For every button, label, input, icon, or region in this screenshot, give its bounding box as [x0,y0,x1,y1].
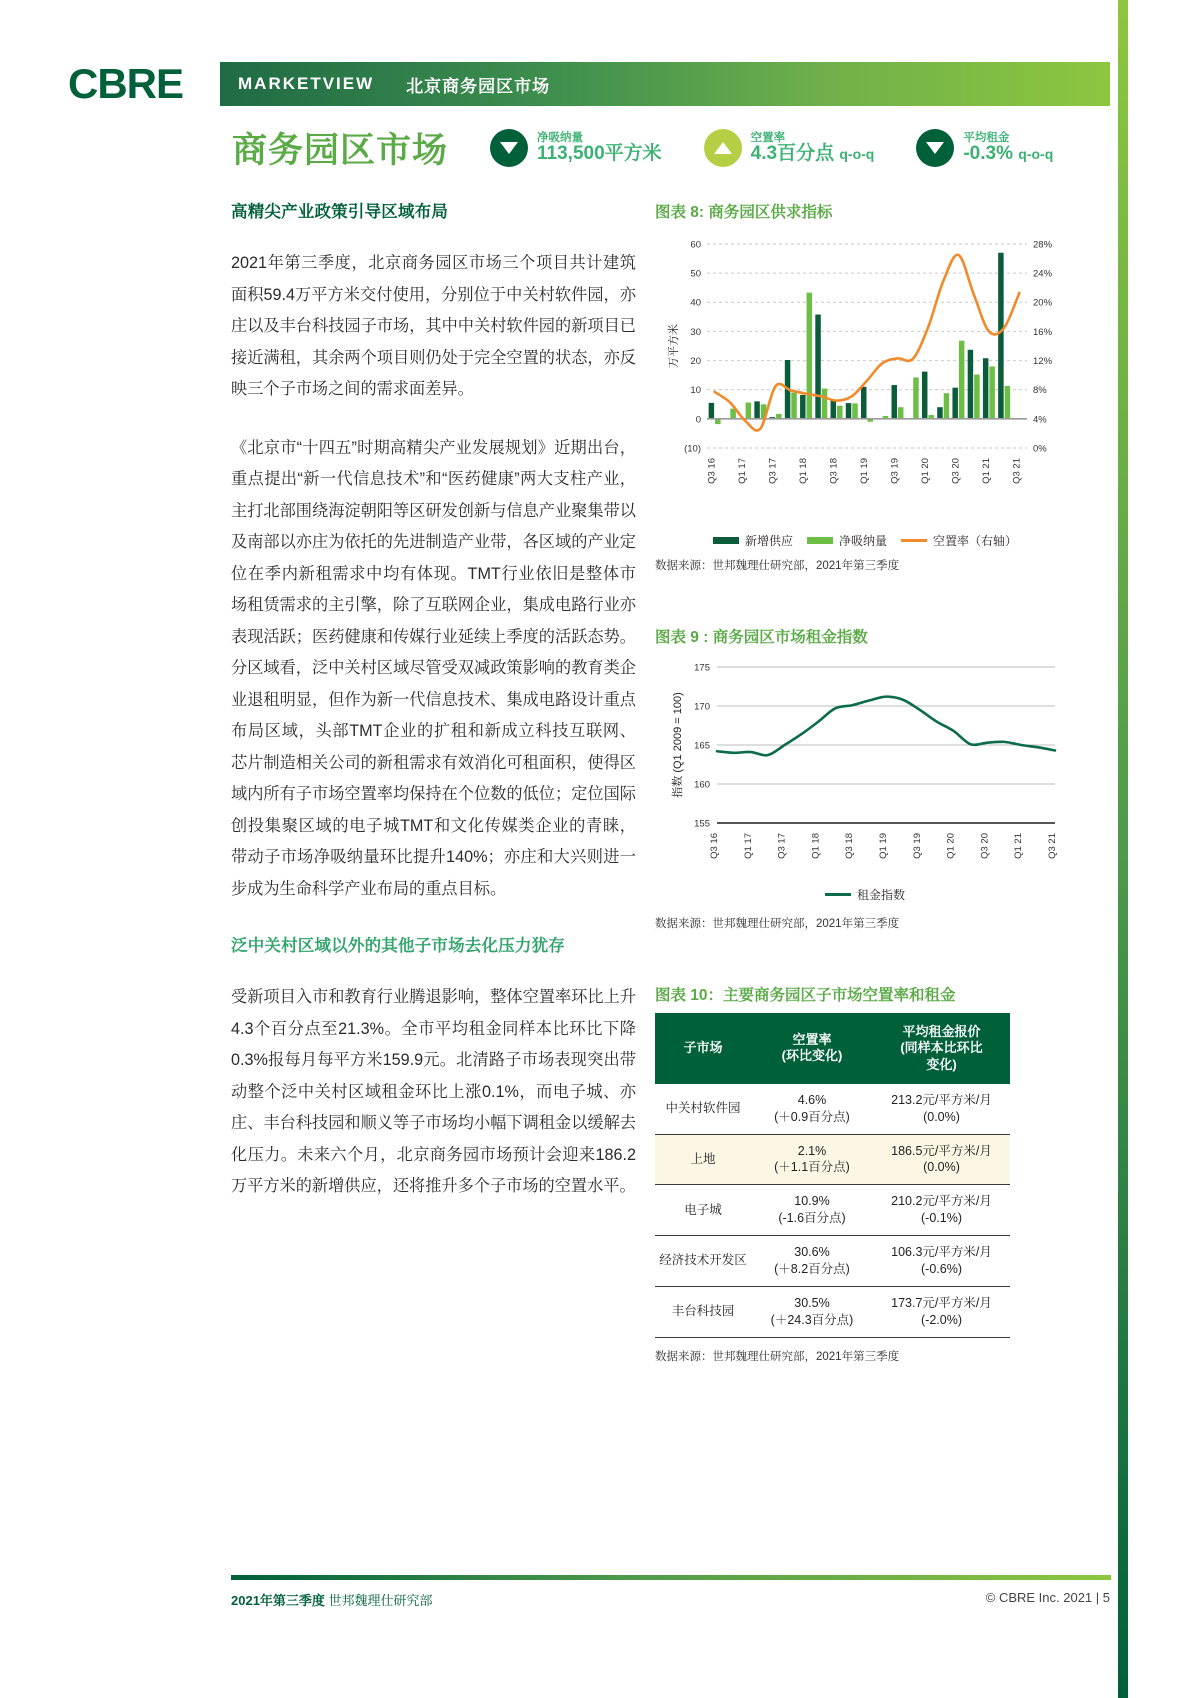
table-row [655,1084,1010,1134]
svg-text:(10): (10) [684,443,701,455]
cell-rent [873,1236,1010,1287]
footer-quarter: 2021年第三季度 [231,1593,325,1608]
cell-value: 2.1% [797,1143,827,1158]
cell-value: 186.5元/平方米/月 [891,1143,992,1158]
page-title: 商务园区市场 [232,131,449,170]
header-line: 变化) [926,1056,957,1072]
cell-change: (＋0.9百分点) [774,1109,850,1124]
svg-text:155: 155 [694,818,710,830]
cell-submarket: 中关村软件园 [655,1084,751,1134]
paragraph-2: 《北京市“十四五”时期高精尖产业发展规划》近期出台，重点提出“新一代信息技术”和“医药健康”两大支柱产业，主打北部围绕海淀朝阳等区研发创新与信息产业聚集带以及南部以亦庄为依托的先进制造产业带，各区域的产业定位在季内新租需求中均有体现。TMT行业依旧是整体市场租赁需求的主引擎，除了互联网企业，集成电路行业亦表现活跃；医药健康和传媒行业延续上季度的活跃态势。分区域看，泛中关村区域尽管受双减政策影响的教育类企业退租明显，但作为新一代信息技术、集成电路设计重点布局区域，头部TMT企业的扩租和新成立科技互联网、芯片制造相关公司的新租需求有效消化可租面积，使得区域内所有子市场空置率均保持在个位数的低位；定位国际创投集聚区域的电子城TMT和文化传媒类企业的青睐，带动子市场净吸纳量环比提升140%；亦庄和大兴则进一步成为生命科学产业布局的重点目标。 [231,438,636,898]
header-line: (环比变化) [781,1048,843,1064]
cell-value: 10.9% [794,1194,830,1209]
svg-text:万平方米: 万平方米 [668,324,680,368]
svg-text:165: 165 [694,740,710,752]
column-header-submarket [655,1013,751,1084]
legend-swatch-supply [713,537,739,544]
svg-text:170: 170 [694,701,710,713]
cbre-logo: CBRE [68,60,184,107]
svg-text:Q3 19: Q3 19 [911,833,923,859]
header-line: (同样本比环比 [900,1040,983,1056]
legend-label: 净吸纳量 [838,534,887,548]
svg-text:Q3 20: Q3 20 [979,833,991,859]
kpi-label: 平均租金 [963,132,1010,144]
legend-label: 新增供应 [744,534,793,548]
paragraph-3: 受新项目入市和教育行业腾退影响，整体空置率环比上升4.3个百分点至21.3%。全市平均租金同样本比环比下降0.3%报每月每平方米159.9元。北清路子市场表现突出带动整个泛中关村区域租金环比上涨0.1%，而电子城、亦庄、丰台科技园和顺义等子市场均小幅下调租金以缓解去化压力。未来六个月，北京商务园市场预计会迎来186.2万平方米的新增供应，还将推升多个子市场的空置水平。 [231,988,636,1195]
svg-text:Q3 18: Q3 18 [844,833,856,859]
figure-9-source: 数据来源：世邦魏理仕研究部，2021年第三季度 [655,918,900,930]
cell-submarket: 经济技术开发区 [655,1236,751,1287]
kpi-label: 净吸纳量 [537,132,584,144]
table-row [655,1134,1010,1185]
kpi-suffix: q-o-q [1018,146,1054,163]
svg-text:Q1 21: Q1 21 [980,458,992,484]
svg-text:Q3 17: Q3 17 [776,833,788,859]
svg-text:16%: 16% [1033,326,1053,338]
footer-divider [231,1575,1111,1580]
figure-8-chart [655,230,1075,530]
svg-text:40: 40 [690,297,701,309]
svg-text:Q1 19: Q1 19 [878,833,889,859]
svg-text:24%: 24% [1033,268,1053,280]
svg-text:Q1 19: Q1 19 [859,458,870,484]
table-row [655,1236,1010,1287]
cell-rent [873,1286,1010,1337]
kpi-label: 空置率 [750,132,786,144]
kpi-value: 113,500平方米 [537,143,662,165]
svg-text:Q1 20: Q1 20 [919,458,931,484]
svg-text:20%: 20% [1033,297,1053,309]
cell-rent [873,1134,1010,1185]
svg-text:175: 175 [694,662,710,674]
svg-text:Q3 16: Q3 16 [709,833,720,859]
title-kpi-row [232,118,1132,178]
figure-8-source: 数据来源：世邦魏理仕研究部，2021年第三季度 [655,560,900,572]
legend-swatch-vacancy [901,539,927,542]
cell-vacancy [751,1084,873,1134]
triangle-down-icon [490,129,528,167]
svg-text:50: 50 [690,268,701,280]
svg-text:0%: 0% [1033,443,1047,455]
kpi-suffix: q-o-q [839,146,875,163]
column-header-rent [873,1013,1010,1084]
svg-text:Q3 21: Q3 21 [1011,458,1023,484]
kpi-value [751,144,875,164]
svg-text:Q3 21: Q3 21 [1047,833,1058,859]
svg-text:Q3 16: Q3 16 [706,458,718,484]
submarket-table [655,1013,1010,1338]
header-line: 子市场 [683,1040,723,1056]
legend-item-absorption [807,532,887,549]
cell-submarket: 丰台科技园 [655,1286,751,1337]
cell-change: (-0.6%) [921,1261,962,1276]
footer-left-text [231,1590,433,1609]
cell-value: 30.6% [794,1245,830,1259]
market-name-label: 北京商务园区市场 [406,76,551,96]
svg-text:20: 20 [690,355,701,367]
kpi-vacancy-rate [704,129,875,167]
figure-8-svg [655,230,1075,510]
svg-text:Q3 20: Q3 20 [950,458,962,484]
svg-text:160: 160 [694,779,710,791]
cell-vacancy [751,1236,873,1287]
cell-value: 213.2元/平方米/月 [891,1092,992,1107]
section-heading-1: 高精尖产业政策引导区域布局 [231,203,449,221]
svg-text:Q1 18: Q1 18 [798,458,810,484]
cell-rent [873,1084,1010,1134]
figure-8-legend [655,532,1075,549]
svg-text:指数 (Q1 2009 = 100): 指数 (Q1 2009 = 100) [672,692,684,798]
figures-column [655,200,1075,1364]
kpi-number: -0.3% [963,143,1013,165]
table-row [655,1185,1010,1236]
article-column [231,198,636,1203]
figure-9-chart [655,655,1075,890]
svg-text:Q3 19: Q3 19 [889,458,901,484]
cell-rent [873,1185,1010,1236]
section-heading-2: 泛中关村区域以外的其他子市场去化压力犹存 [231,937,565,955]
figure-9-title: 图表 9 : 商务园区市场租金指数 [655,629,868,646]
figure-8-title: 图表 8: 商务园区供求指标 [655,204,833,221]
marketview-band [220,62,1110,106]
svg-text:60: 60 [690,239,701,251]
legend-label: 租金指数 [856,888,905,902]
svg-text:Q1 18: Q1 18 [810,833,822,859]
cell-submarket: 上地 [655,1134,751,1185]
svg-text:8%: 8% [1033,385,1047,397]
cell-value: 4.6% [797,1092,827,1107]
cell-submarket: 电子城 [655,1185,751,1236]
svg-text:10: 10 [690,385,701,397]
svg-text:Q1 17: Q1 17 [742,833,754,859]
cell-change: (-1.6百分点) [778,1211,846,1226]
figure-10-title: 图表 10：主要商务园区子市场空置率和租金 [655,987,956,1004]
svg-text:Q1 20: Q1 20 [945,833,957,859]
cell-value: 173.7元/平方米/月 [891,1295,992,1310]
kpi-average-rent [916,129,1053,167]
legend-swatch-rent-index [825,893,851,896]
svg-text:Q1 17: Q1 17 [737,458,749,484]
column-header-vacancy [751,1013,873,1084]
table-body [655,1084,1010,1337]
legend-label: 空置率（右轴） [933,534,1018,548]
svg-text:Q3 17: Q3 17 [767,458,779,484]
footer-right-text: © CBRE Inc. 2021 | 5 [985,1590,1110,1605]
cell-value: 210.2元/平方米/月 [891,1194,992,1209]
header-line: 平均租金报价 [902,1024,981,1039]
table-header-row [655,1013,1010,1084]
footer-research: 世邦魏理仕研究部 [324,1593,433,1608]
kpi-value [963,144,1053,164]
cell-vacancy [751,1286,873,1337]
legend-item-vacancy [901,532,1017,549]
kpi-net-absorption [490,129,662,167]
cell-value: 106.3元/平方米/月 [891,1245,992,1259]
cell-change: (0.0%) [923,1160,960,1175]
svg-text:4%: 4% [1033,414,1047,426]
cell-value: 30.5% [794,1295,830,1310]
cell-vacancy [751,1134,873,1185]
svg-text:Q3 18: Q3 18 [828,458,840,484]
cell-change: (-0.1%) [921,1211,962,1226]
cell-change: (＋8.2百分点) [774,1261,850,1276]
cell-change: (-2.0%) [921,1312,962,1327]
cell-vacancy [751,1185,873,1236]
svg-text:28%: 28% [1033,239,1053,251]
cell-change: (＋24.3百分点) [770,1312,854,1327]
svg-text:30: 30 [690,326,701,338]
paragraph-1: 2021年第三季度，北京商务园区市场三个项目共计建筑面积59.4万平方米交付使用，分别位于中关村软件园，亦庄以及丰台科技园子市场，其中中关村软件园的新项目已接近满租，其余两个项目则仍处于完全空置的状态，亦反映三个子市场之间的需求面差异。 [231,254,636,398]
table-row [655,1286,1010,1337]
triangle-down-icon [916,129,954,167]
marketview-label: MARKETVIEW [238,74,375,93]
cell-change: (＋1.1百分点) [774,1160,850,1175]
svg-text:Q1 21: Q1 21 [1013,833,1025,859]
triangle-up-icon [704,129,742,167]
table-head [655,1013,1010,1084]
header-line: 空置率 [792,1032,832,1048]
cell-change: (0.0%) [923,1109,960,1124]
figure-10-source: 数据来源：世邦魏理仕研究部，2021年第三季度 [655,1350,900,1363]
svg-text:0: 0 [695,414,701,426]
svg-text:12%: 12% [1033,355,1053,367]
legend-swatch-absorption [807,537,833,544]
legend-item-supply [713,532,793,549]
kpi-number: 4.3百分点 [750,143,835,165]
page-edge-accent [1118,0,1128,1698]
figure-9-svg [655,655,1075,890]
